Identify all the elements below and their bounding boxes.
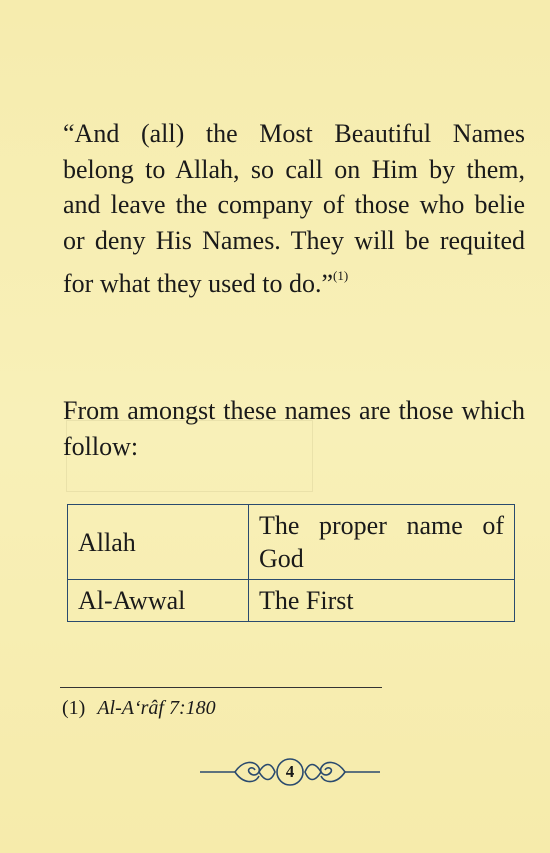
name-cell: Al-Awwal <box>68 580 249 622</box>
table-row <box>68 505 515 580</box>
footnote-marker: (1) <box>333 268 349 283</box>
names-table <box>67 504 515 622</box>
footnote-reference: Al-A‘râf 7:180 <box>97 697 216 719</box>
meaning-cell: The First <box>249 580 515 622</box>
intro-paragraph: From amongst these names are those which follow: <box>63 396 525 461</box>
table-row <box>68 580 515 622</box>
quote-text: “And (all) the Most Beautiful Names belong to Allah, so call on Him by them, and leave the company of those who belie or deny His Names. They will be requited for what they used to do.” <box>63 119 525 298</box>
meaning-cell: The proper name of God <box>249 505 515 580</box>
footnote <box>62 697 216 720</box>
footnote-number: (1) <box>62 697 86 719</box>
page-number: 4 <box>285 762 295 781</box>
footnote-divider <box>60 687 382 688</box>
name-cell: Allah <box>68 505 249 580</box>
quran-quote <box>63 116 525 302</box>
